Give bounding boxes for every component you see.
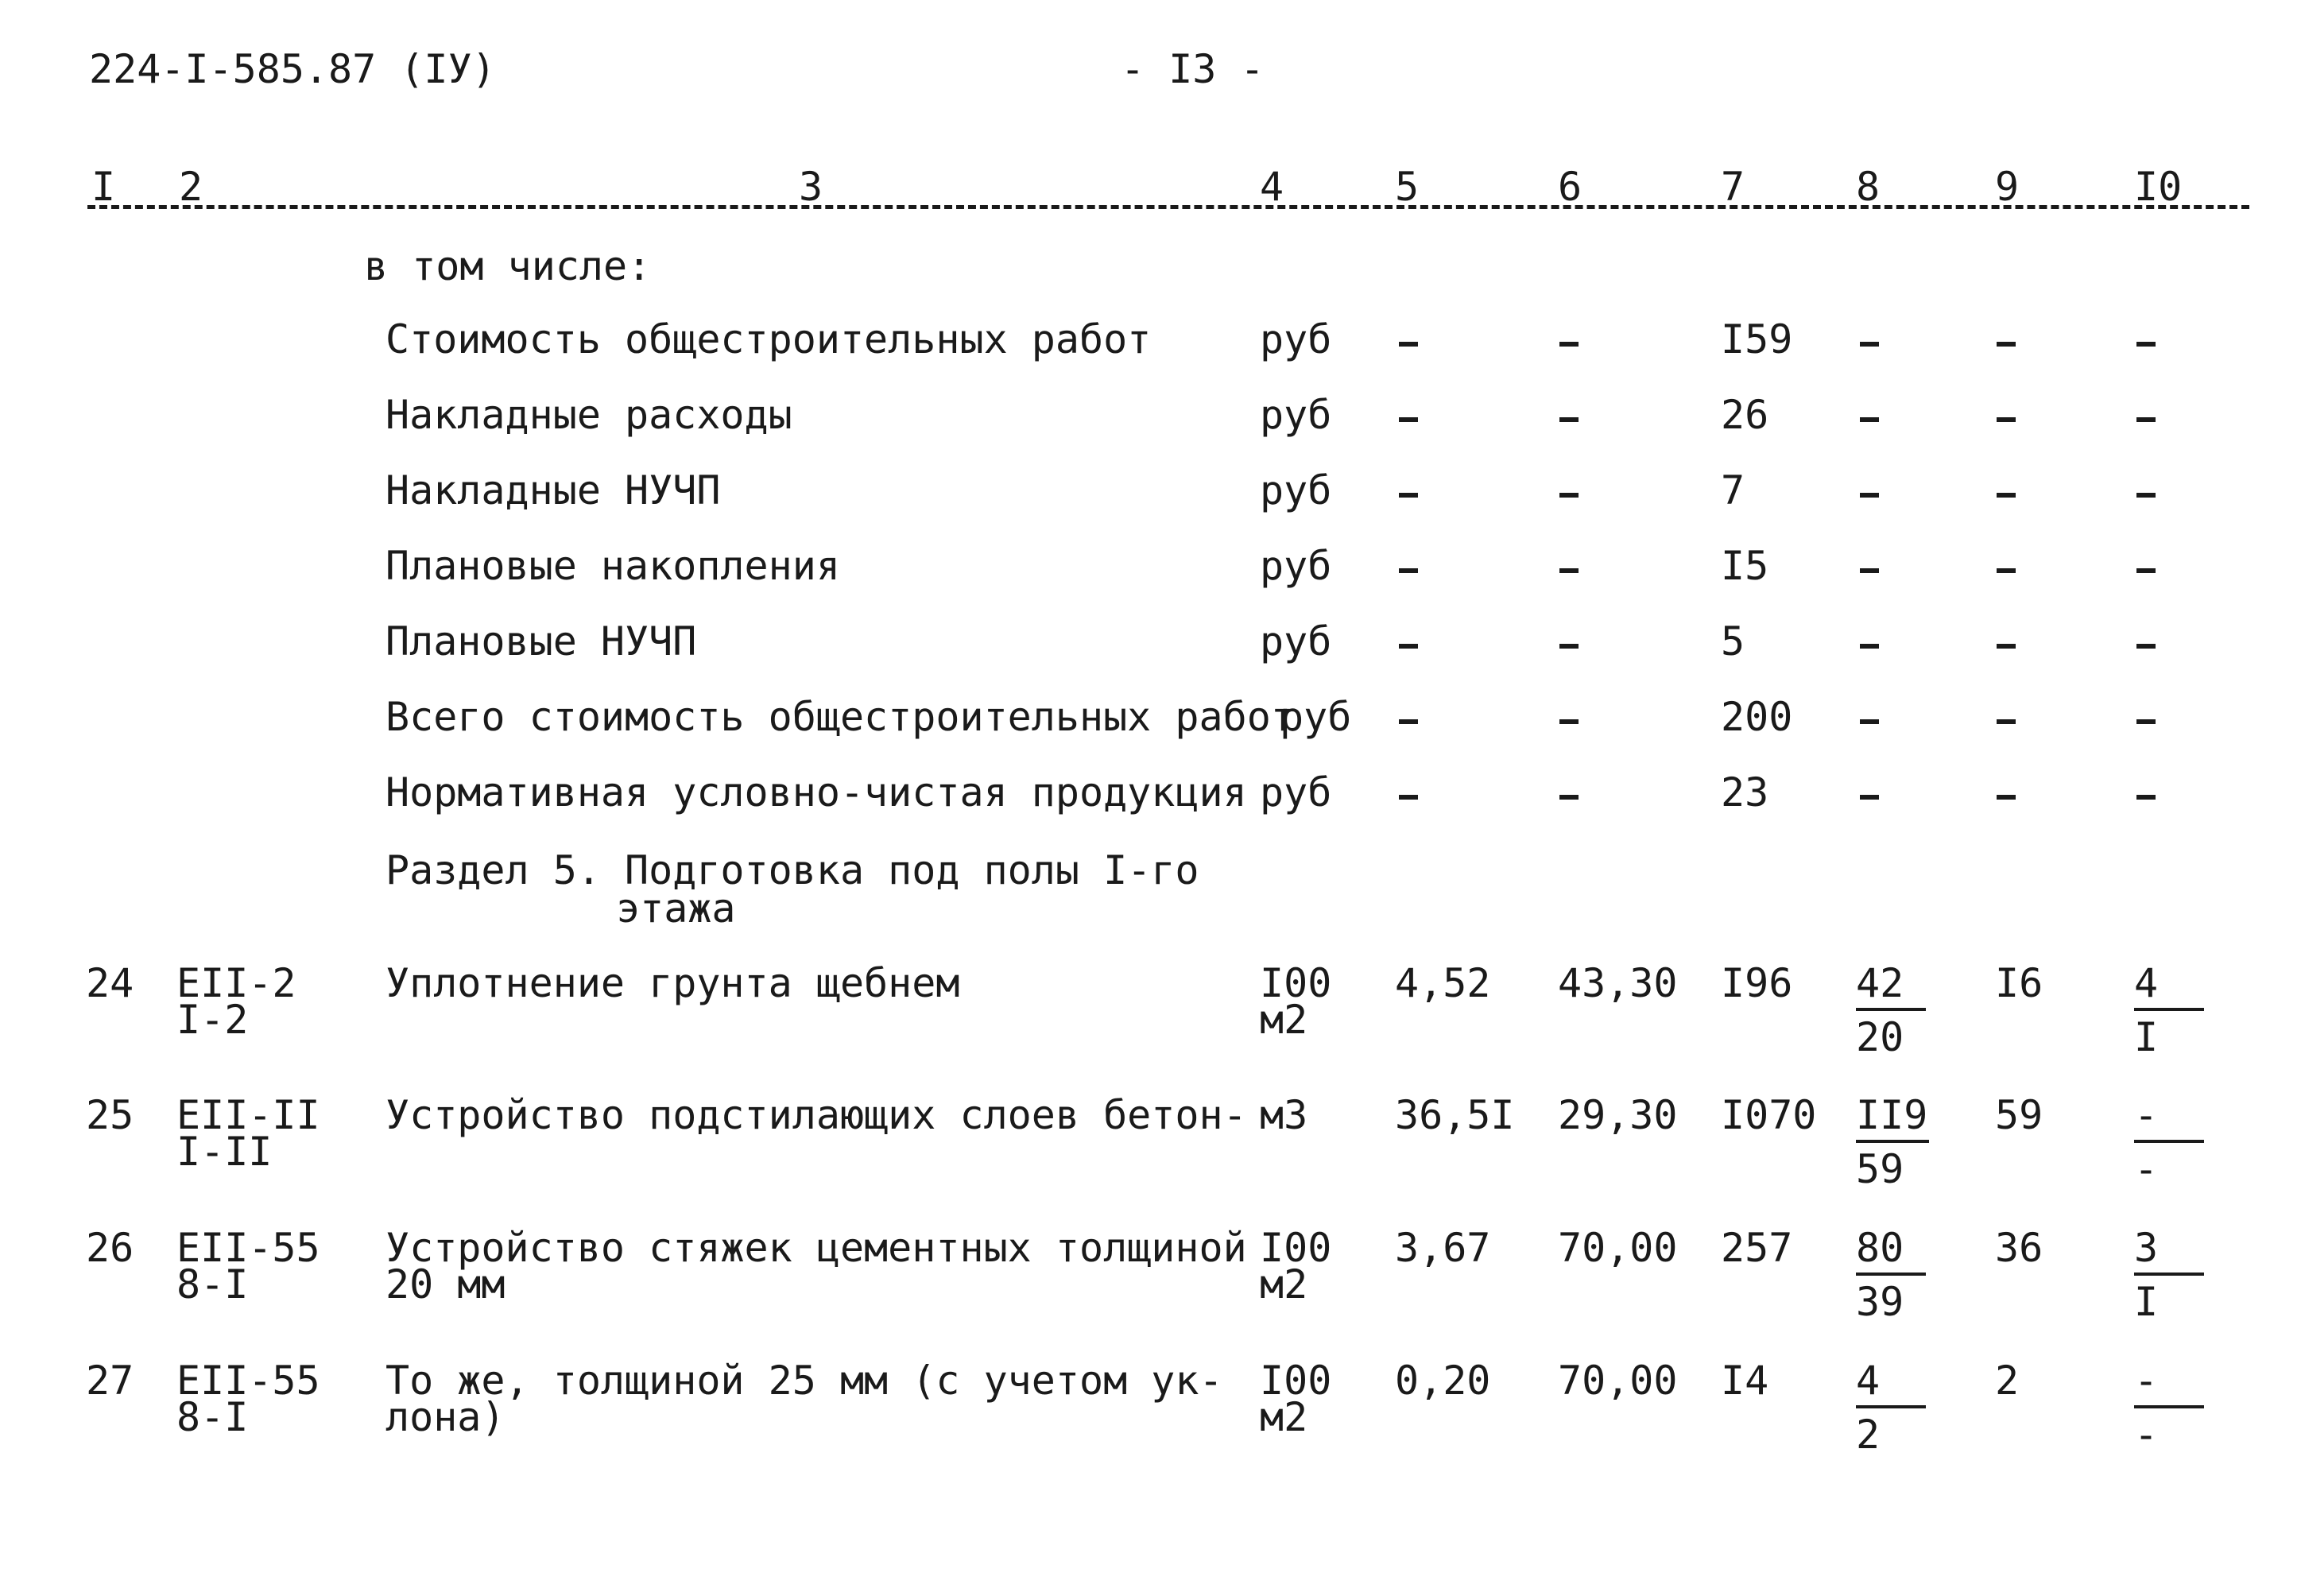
- total-cost: 257: [1721, 1225, 1793, 1271]
- unit-price: 43,30: [1558, 960, 1678, 1006]
- fraction-col8: [1856, 1225, 1926, 1325]
- row-number: 24: [86, 960, 134, 1006]
- cost-value: 23: [1721, 769, 1769, 815]
- total-cost: I4: [1721, 1358, 1769, 1404]
- dash-mark: [1399, 342, 1418, 347]
- fraction-numerator: 3: [2134, 1228, 2204, 1276]
- fraction-denominator: 59: [1856, 1146, 1904, 1192]
- column-number-9: 9: [1995, 164, 2020, 210]
- dash-mark: [1399, 719, 1418, 724]
- fraction-denominator: -: [2134, 1412, 2159, 1458]
- unit-price: 70,00: [1558, 1225, 1678, 1271]
- fraction-col10: [2134, 1225, 2204, 1325]
- dash-mark: [1559, 795, 1579, 800]
- dash-mark: [1860, 795, 1879, 800]
- dash-mark: [2136, 795, 2156, 800]
- fraction-denominator: I: [2134, 1279, 2159, 1325]
- cost-unit: руб: [1260, 543, 1332, 589]
- page-number: - I3 -: [1121, 46, 1265, 92]
- fraction-col8: [1856, 1358, 1926, 1458]
- fraction-numerator: 4: [2134, 963, 2204, 1011]
- norm-code-sub: I-2: [176, 997, 249, 1043]
- dash-mark: [2136, 493, 2156, 498]
- norm-code-sub: 8-I: [176, 1394, 249, 1440]
- quantity: 36,5I: [1395, 1092, 1515, 1138]
- cost-name: Плановые НУЧП: [385, 618, 697, 664]
- column-number-8: 8: [1856, 164, 1881, 210]
- fraction-col8: [1856, 1092, 1929, 1192]
- norm-code: ЕII-II: [176, 1092, 320, 1138]
- row-number: 25: [86, 1092, 134, 1138]
- row-number: 27: [86, 1358, 134, 1404]
- dash-mark: [1559, 493, 1579, 498]
- column-number-6: 6: [1558, 164, 1582, 210]
- dash-mark: [1997, 719, 2016, 724]
- dash-mark: [2136, 719, 2156, 724]
- cost-unit: руб: [1260, 316, 1332, 362]
- cost-value: 5: [1721, 618, 1745, 664]
- column-number-7: 7: [1721, 164, 1745, 210]
- column-number-2: 2: [179, 164, 203, 210]
- work-unit-sub: м2: [1260, 1261, 1308, 1307]
- work-unit-sub: м2: [1260, 1394, 1308, 1440]
- dash-mark: [2136, 417, 2156, 422]
- fraction-denominator: 20: [1856, 1014, 1904, 1060]
- work-description: Устройство стяжек цементных толщиной: [385, 1225, 1247, 1271]
- subheading: в том числе:: [364, 243, 652, 289]
- work-unit: I00: [1260, 1358, 1332, 1404]
- dash-mark: [2136, 644, 2156, 649]
- fraction-col10: [2134, 1092, 2204, 1192]
- fraction-denominator: I: [2134, 1014, 2159, 1060]
- dash-mark: [1559, 719, 1579, 724]
- work-description: Устройство подстилающих слоев бетон-: [385, 1092, 1247, 1138]
- total-cost: I070: [1721, 1092, 1817, 1138]
- col9-value: I6: [1995, 960, 2043, 1006]
- fraction-denominator: -: [2134, 1146, 2159, 1192]
- column-number-4: 4: [1260, 164, 1284, 210]
- fraction-numerator: 80: [1856, 1228, 1926, 1276]
- fraction-denominator: 2: [1856, 1412, 1881, 1458]
- fraction-col10: [2134, 960, 2204, 1060]
- work-unit-sub: м2: [1260, 997, 1308, 1043]
- work-description-cont: лона): [385, 1394, 506, 1440]
- fraction-col10: [2134, 1358, 2204, 1458]
- norm-code-sub: I-II: [176, 1129, 273, 1175]
- dash-mark: [1997, 568, 2016, 573]
- norm-code: ЕII-55: [176, 1225, 320, 1271]
- norm-code: ЕII-55: [176, 1358, 320, 1404]
- work-unit: I00: [1260, 1225, 1332, 1271]
- column-number-1: I: [91, 164, 116, 210]
- row-number: 26: [86, 1225, 134, 1271]
- fraction-col8: [1856, 960, 1926, 1060]
- total-cost: I96: [1721, 960, 1793, 1006]
- cost-name: Накладные НУЧП: [385, 467, 721, 513]
- cost-name: Накладные расходы: [385, 392, 792, 438]
- dash-mark: [1399, 568, 1418, 573]
- cost-unit: руб: [1260, 769, 1332, 815]
- dash-mark: [1860, 568, 1879, 573]
- dash-mark: [2136, 568, 2156, 573]
- dash-mark: [1559, 568, 1579, 573]
- document-code: 224-I-585.87 (IУ): [89, 46, 496, 92]
- cost-unit: руб: [1260, 467, 1332, 513]
- dash-mark: [1860, 719, 1879, 724]
- fraction-numerator: -: [2134, 1095, 2204, 1143]
- work-unit: I00: [1260, 960, 1332, 1006]
- dash-mark: [1997, 644, 2016, 649]
- cost-unit: руб: [1260, 392, 1332, 438]
- work-unit: м3: [1260, 1092, 1308, 1138]
- dash-mark: [1997, 417, 2016, 422]
- unit-price: 70,00: [1558, 1358, 1678, 1404]
- cost-unit: руб: [1280, 694, 1352, 740]
- dash-mark: [1399, 493, 1418, 498]
- dash-mark: [1860, 493, 1879, 498]
- dash-mark: [1559, 417, 1579, 422]
- fraction-numerator: II9: [1856, 1095, 1929, 1143]
- cost-value: 26: [1721, 392, 1769, 438]
- cost-name: Нормативная условно-чистая продукция: [385, 769, 1247, 815]
- column-number-10: I0: [2134, 164, 2183, 210]
- quantity: 0,20: [1395, 1358, 1491, 1404]
- dash-mark: [1860, 342, 1879, 347]
- work-description-cont: 20 мм: [385, 1261, 506, 1307]
- work-description: Уплотнение грунта щебнем: [385, 960, 960, 1006]
- dash-mark: [1559, 342, 1579, 347]
- column-number-5: 5: [1395, 164, 1420, 210]
- column-number-3: 3: [799, 164, 823, 210]
- cost-value: I5: [1721, 543, 1769, 589]
- cost-value: I59: [1721, 316, 1793, 362]
- cost-unit: руб: [1260, 618, 1332, 664]
- unit-price: 29,30: [1558, 1092, 1678, 1138]
- work-description: То же, толщиной 25 мм (с учетом ук-: [385, 1358, 1223, 1404]
- section-heading: Раздел 5. Подготовка под полы I-го: [385, 847, 1199, 893]
- cost-name: Плановые накопления: [385, 543, 840, 589]
- dash-mark: [1860, 417, 1879, 422]
- section-heading-cont: этажа: [616, 885, 736, 932]
- cost-value: 7: [1721, 467, 1745, 513]
- dash-mark: [1559, 644, 1579, 649]
- cost-name: Стоимость общестроительных работ: [385, 316, 1152, 362]
- fraction-denominator: 39: [1856, 1279, 1904, 1325]
- dash-mark: [2136, 342, 2156, 347]
- cost-name: Всего стоимость общестроительных работ: [385, 694, 1295, 740]
- norm-code-sub: 8-I: [176, 1261, 249, 1307]
- header-rule: [87, 205, 2249, 209]
- fraction-numerator: 42: [1856, 963, 1926, 1011]
- dash-mark: [1399, 644, 1418, 649]
- dash-mark: [1997, 795, 2016, 800]
- dash-mark: [1860, 644, 1879, 649]
- cost-value: 200: [1721, 694, 1793, 740]
- col9-value: 2: [1995, 1358, 2020, 1404]
- dash-mark: [1399, 417, 1418, 422]
- fraction-numerator: 4: [1856, 1361, 1926, 1408]
- norm-code: ЕII-2: [176, 960, 296, 1006]
- dash-mark: [1399, 795, 1418, 800]
- col9-value: 36: [1995, 1225, 2043, 1271]
- quantity: 4,52: [1395, 960, 1491, 1006]
- quantity: 3,67: [1395, 1225, 1491, 1271]
- fraction-numerator: -: [2134, 1361, 2204, 1408]
- dash-mark: [1997, 493, 2016, 498]
- col9-value: 59: [1995, 1092, 2043, 1138]
- dash-mark: [1997, 342, 2016, 347]
